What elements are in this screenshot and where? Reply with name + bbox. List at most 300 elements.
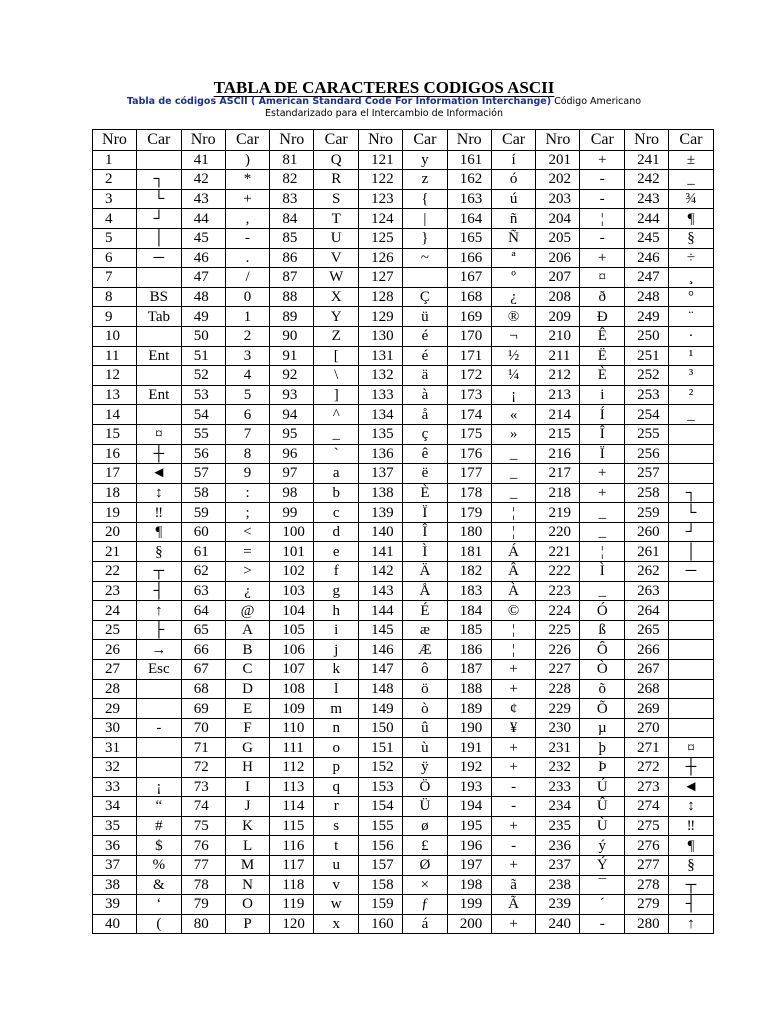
character-cell: + [491, 679, 536, 699]
character-cell: 3 [225, 346, 270, 366]
code-cell: 36 [93, 836, 137, 856]
code-cell: 83 [270, 189, 314, 209]
character-cell: Ò [580, 660, 625, 680]
character-cell: Ñ [491, 228, 536, 248]
character-cell: f [314, 562, 359, 582]
character-cell: ¶ [669, 209, 714, 229]
character-cell: Ð [580, 307, 625, 327]
character-cell: × [403, 875, 448, 895]
table-row [93, 170, 714, 190]
table-row [93, 444, 714, 464]
character-cell: _ [580, 522, 625, 542]
character-cell [137, 699, 182, 719]
code-cell: 100 [270, 522, 314, 542]
code-cell: 140 [359, 522, 403, 542]
character-cell: ú [491, 189, 536, 209]
character-cell: é [403, 326, 448, 346]
character-cell: ƒ [403, 895, 448, 915]
character-cell: P [225, 914, 270, 934]
code-cell: 128 [359, 287, 403, 307]
code-cell: 20 [93, 522, 137, 542]
code-cell: 273 [625, 777, 669, 797]
code-cell: 91 [270, 346, 314, 366]
code-cell: 13 [93, 385, 137, 405]
character-cell: ┬ [669, 875, 714, 895]
code-cell: 43 [181, 189, 225, 209]
character-cell: õ [580, 679, 625, 699]
character-cell: - [225, 228, 270, 248]
code-cell: 177 [447, 464, 491, 484]
code-cell: 58 [181, 483, 225, 503]
character-cell: ↕ [669, 797, 714, 817]
table-row [93, 268, 714, 288]
code-cell: 231 [536, 738, 580, 758]
code-cell: 156 [359, 836, 403, 856]
code-cell: 198 [447, 875, 491, 895]
code-cell: 210 [536, 326, 580, 346]
character-cell: é [403, 346, 448, 366]
code-cell: 80 [181, 914, 225, 934]
character-cell: T [314, 209, 359, 229]
code-cell: 32 [93, 758, 137, 778]
code-cell: 258 [625, 483, 669, 503]
code-cell: 6 [93, 248, 137, 268]
character-cell: § [669, 228, 714, 248]
character-cell: j [314, 640, 359, 660]
character-cell [669, 640, 714, 660]
character-cell: o [314, 738, 359, 758]
character-cell: O [225, 895, 270, 915]
character-cell: ^ [314, 405, 359, 425]
character-cell: , [225, 209, 270, 229]
code-cell: 229 [536, 699, 580, 719]
code-cell: 248 [625, 287, 669, 307]
character-cell: g [314, 581, 359, 601]
character-cell: k [314, 660, 359, 680]
code-cell: 129 [359, 307, 403, 327]
column-header-nro: Nro [270, 130, 314, 151]
code-cell: 111 [270, 738, 314, 758]
character-cell: ¹ [669, 346, 714, 366]
code-cell: 110 [270, 718, 314, 738]
character-cell: - [580, 170, 625, 190]
character-cell: ¬ [491, 326, 536, 346]
code-cell: 205 [536, 228, 580, 248]
code-cell: 250 [625, 326, 669, 346]
column-header-car: Car [669, 130, 714, 151]
code-cell: 33 [93, 777, 137, 797]
character-cell: R [314, 170, 359, 190]
page-title: TABLA DE CARACTERES CODIGOS ASCII [213, 78, 555, 97]
code-cell: 7 [93, 268, 137, 288]
character-cell: a [314, 464, 359, 484]
character-cell: 0 [225, 287, 270, 307]
code-cell: 139 [359, 503, 403, 523]
character-cell: ³ [669, 366, 714, 386]
code-cell: 162 [447, 170, 491, 190]
character-cell: ◄ [137, 464, 182, 484]
code-cell: 75 [181, 816, 225, 836]
code-cell: 199 [447, 895, 491, 915]
character-cell: ┘ [137, 209, 182, 229]
code-cell: 204 [536, 209, 580, 229]
character-cell: % [137, 855, 182, 875]
code-cell: 269 [625, 699, 669, 719]
code-cell: 170 [447, 326, 491, 346]
code-cell: 262 [625, 562, 669, 582]
code-cell: 192 [447, 758, 491, 778]
character-cell: ø [403, 816, 448, 836]
code-cell: 185 [447, 620, 491, 640]
character-cell [137, 405, 182, 425]
character-cell: ß [580, 620, 625, 640]
code-cell: 267 [625, 660, 669, 680]
code-cell: 254 [625, 405, 669, 425]
character-cell: @ [225, 601, 270, 621]
code-cell: 206 [536, 248, 580, 268]
code-cell: 98 [270, 483, 314, 503]
code-cell: 21 [93, 542, 137, 562]
code-cell: 67 [181, 660, 225, 680]
code-cell: 227 [536, 660, 580, 680]
character-cell [403, 268, 448, 288]
code-cell: 175 [447, 424, 491, 444]
character-cell: å [403, 405, 448, 425]
table-row [93, 326, 714, 346]
character-cell: ┘ [669, 522, 714, 542]
code-cell: 66 [181, 640, 225, 660]
character-cell: 8 [225, 444, 270, 464]
character-cell [137, 326, 182, 346]
code-cell: 90 [270, 326, 314, 346]
code-cell: 38 [93, 875, 137, 895]
character-cell: + [580, 464, 625, 484]
code-cell: 271 [625, 738, 669, 758]
code-cell: 207 [536, 268, 580, 288]
code-cell: 71 [181, 738, 225, 758]
table-row [93, 150, 714, 170]
code-cell: 45 [181, 228, 225, 248]
code-cell: 176 [447, 444, 491, 464]
column-header-nro: Nro [93, 130, 137, 151]
code-cell: 255 [625, 424, 669, 444]
table-row [93, 209, 714, 229]
code-cell: 118 [270, 875, 314, 895]
code-cell: 239 [536, 895, 580, 915]
code-cell: 69 [181, 699, 225, 719]
character-cell: + [580, 483, 625, 503]
table-row [93, 758, 714, 778]
character-cell: ± [669, 150, 714, 170]
character-cell: \ [314, 366, 359, 386]
table-row [93, 797, 714, 817]
character-cell: ª [491, 248, 536, 268]
character-cell: Í [580, 405, 625, 425]
code-cell: 121 [359, 150, 403, 170]
code-cell: 5 [93, 228, 137, 248]
character-cell: U [314, 228, 359, 248]
character-cell: └ [669, 503, 714, 523]
character-cell: Õ [580, 699, 625, 719]
code-cell: 221 [536, 542, 580, 562]
code-cell: 216 [536, 444, 580, 464]
code-cell: 228 [536, 679, 580, 699]
code-cell: 57 [181, 464, 225, 484]
table-row [93, 287, 714, 307]
code-cell: 220 [536, 522, 580, 542]
code-cell: 46 [181, 248, 225, 268]
character-cell: ² [669, 385, 714, 405]
character-cell: _ [491, 483, 536, 503]
code-cell: 146 [359, 640, 403, 660]
character-cell: ├ [137, 620, 182, 640]
character-cell: ¿ [225, 581, 270, 601]
character-cell: ÿ [403, 758, 448, 778]
code-cell: 136 [359, 444, 403, 464]
character-cell: ¤ [580, 268, 625, 288]
code-cell: 151 [359, 738, 403, 758]
code-cell: 84 [270, 209, 314, 229]
code-cell: 28 [93, 679, 137, 699]
code-cell: 95 [270, 424, 314, 444]
code-cell: 108 [270, 679, 314, 699]
character-cell [137, 738, 182, 758]
character-cell: → [137, 640, 182, 660]
character-cell: ô [403, 660, 448, 680]
code-cell: 49 [181, 307, 225, 327]
character-cell: _ [669, 170, 714, 190]
character-cell: BS [137, 287, 182, 307]
character-cell: X [314, 287, 359, 307]
code-cell: 240 [536, 914, 580, 934]
code-cell: 214 [536, 405, 580, 425]
table-row [93, 189, 714, 209]
character-cell: ° [669, 287, 714, 307]
table-row [93, 640, 714, 660]
code-cell: 137 [359, 464, 403, 484]
code-cell: 184 [447, 601, 491, 621]
character-cell: ~ [403, 248, 448, 268]
character-cell: æ [403, 620, 448, 640]
character-cell: Ê [580, 326, 625, 346]
code-cell: 202 [536, 170, 580, 190]
character-cell [669, 444, 714, 464]
code-cell: 3 [93, 189, 137, 209]
character-cell: u [314, 855, 359, 875]
character-cell: ¼ [491, 366, 536, 386]
code-cell: 73 [181, 777, 225, 797]
code-cell: 183 [447, 581, 491, 601]
character-cell: 2 [225, 326, 270, 346]
column-header-car: Car [225, 130, 270, 151]
character-cell [669, 620, 714, 640]
character-cell [137, 150, 182, 170]
character-cell: > [225, 562, 270, 582]
character-cell: - [491, 836, 536, 856]
code-cell: 180 [447, 522, 491, 542]
character-cell: Â [491, 562, 536, 582]
code-cell: 64 [181, 601, 225, 621]
character-cell: þ [580, 738, 625, 758]
table-row [93, 601, 714, 621]
code-cell: 164 [447, 209, 491, 229]
code-cell: 171 [447, 346, 491, 366]
code-cell: 79 [181, 895, 225, 915]
code-cell: 155 [359, 816, 403, 836]
table-row [93, 405, 714, 425]
character-cell: ; [225, 503, 270, 523]
code-cell: 193 [447, 777, 491, 797]
character-cell: ä [403, 366, 448, 386]
code-cell: 63 [181, 581, 225, 601]
column-header-car: Car [580, 130, 625, 151]
character-cell: = [225, 542, 270, 562]
character-cell: ¦ [580, 542, 625, 562]
code-cell: 260 [625, 522, 669, 542]
code-cell: 94 [270, 405, 314, 425]
code-cell: 265 [625, 620, 669, 640]
code-cell: 172 [447, 366, 491, 386]
table-row [93, 503, 714, 523]
character-cell: û [403, 718, 448, 738]
code-cell: 245 [625, 228, 669, 248]
character-cell: ┐ [137, 170, 182, 190]
character-cell: │ [669, 542, 714, 562]
code-cell: 235 [536, 816, 580, 836]
code-cell: 249 [625, 307, 669, 327]
code-cell: 203 [536, 189, 580, 209]
character-cell: í [491, 150, 536, 170]
code-cell: 141 [359, 542, 403, 562]
table-row [93, 620, 714, 640]
character-cell: + [491, 738, 536, 758]
character-cell: M [225, 855, 270, 875]
column-header-nro: Nro [359, 130, 403, 151]
code-cell: 251 [625, 346, 669, 366]
character-cell: Ë [580, 346, 625, 366]
code-cell: 241 [625, 150, 669, 170]
code-cell: 195 [447, 816, 491, 836]
character-cell: Ï [403, 503, 448, 523]
character-cell: r [314, 797, 359, 817]
code-cell: 117 [270, 855, 314, 875]
code-cell: 188 [447, 679, 491, 699]
code-cell: 26 [93, 640, 137, 660]
character-cell: Ì [403, 542, 448, 562]
character-cell [669, 679, 714, 699]
character-cell: ¦ [491, 503, 536, 523]
character-cell: Ent [137, 385, 182, 405]
character-cell: v [314, 875, 359, 895]
character-cell: F [225, 718, 270, 738]
table-row [93, 464, 714, 484]
character-cell: - [580, 914, 625, 934]
character-cell: w [314, 895, 359, 915]
code-cell: 126 [359, 248, 403, 268]
code-cell: 30 [93, 718, 137, 738]
character-cell: ¥ [491, 718, 536, 738]
code-cell: 22 [93, 562, 137, 582]
character-cell: ¦ [580, 209, 625, 229]
character-cell: I [225, 777, 270, 797]
code-cell: 142 [359, 562, 403, 582]
character-cell: { [403, 189, 448, 209]
character-cell: Å [403, 581, 448, 601]
code-cell: 145 [359, 620, 403, 640]
character-cell: p [314, 758, 359, 778]
code-cell: 264 [625, 601, 669, 621]
code-cell: 23 [93, 581, 137, 601]
character-cell: Ù [580, 816, 625, 836]
code-cell: 169 [447, 307, 491, 327]
code-cell: 114 [270, 797, 314, 817]
character-cell: - [580, 228, 625, 248]
code-cell: 25 [93, 620, 137, 640]
character-cell: ) [225, 150, 270, 170]
code-cell: 74 [181, 797, 225, 817]
character-cell: ¦ [491, 620, 536, 640]
character-cell: e [314, 542, 359, 562]
character-cell: _ [491, 444, 536, 464]
code-cell: 51 [181, 346, 225, 366]
table-row [93, 836, 714, 856]
code-cell: 274 [625, 797, 669, 817]
code-cell: 16 [93, 444, 137, 464]
character-cell: à [403, 385, 448, 405]
character-cell: £ [403, 836, 448, 856]
code-cell: 62 [181, 562, 225, 582]
character-cell: + [225, 189, 270, 209]
code-cell: 61 [181, 542, 225, 562]
character-cell [669, 581, 714, 601]
character-cell: Ã [491, 895, 536, 915]
code-cell: 89 [270, 307, 314, 327]
character-cell: / [225, 268, 270, 288]
character-cell: 5 [225, 385, 270, 405]
character-cell: È [403, 483, 448, 503]
code-cell: 31 [93, 738, 137, 758]
character-cell: ã [491, 875, 536, 895]
code-cell: 97 [270, 464, 314, 484]
code-cell: 112 [270, 758, 314, 778]
character-cell: E [225, 699, 270, 719]
code-cell: 130 [359, 326, 403, 346]
character-cell: } [403, 228, 448, 248]
character-cell: + [491, 914, 536, 934]
column-header-nro: Nro [536, 130, 580, 151]
code-cell: 1 [93, 150, 137, 170]
character-cell: ‘ [137, 895, 182, 915]
code-cell: 174 [447, 405, 491, 425]
character-cell: ¯ [580, 875, 625, 895]
code-cell: 125 [359, 228, 403, 248]
code-cell: 81 [270, 150, 314, 170]
code-cell: 182 [447, 562, 491, 582]
code-cell: 68 [181, 679, 225, 699]
character-cell: s [314, 816, 359, 836]
code-cell: 109 [270, 699, 314, 719]
character-cell: ê [403, 444, 448, 464]
character-cell: ¸ [669, 268, 714, 288]
code-cell: 105 [270, 620, 314, 640]
character-cell: ‼ [669, 816, 714, 836]
code-cell: 189 [447, 699, 491, 719]
character-cell: y [403, 150, 448, 170]
character-cell: ü [403, 307, 448, 327]
code-cell: 77 [181, 855, 225, 875]
code-cell: 194 [447, 797, 491, 817]
character-cell: ¤ [669, 738, 714, 758]
